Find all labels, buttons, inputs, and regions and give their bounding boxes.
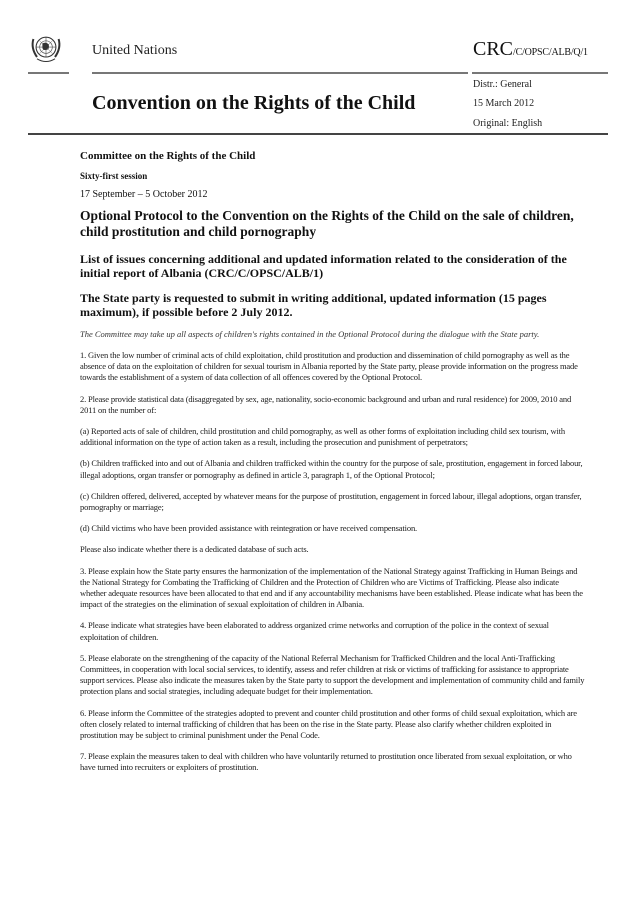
header-rule-bottom <box>28 133 608 135</box>
paragraph-1: 1. Given the low number of criminal acts of child exploitation, child prostitution and production and dissemination of child pornography as well as the absence of data on the exploitation of children for sexual tourism in Albania reported by the State party, please provide information on the progress made towards the establishment of a system of data collection of all offences covered by the Optional Protocol. <box>80 350 578 383</box>
distribution: Distr.: General <box>473 79 532 90</box>
committee-name: Committee on the Rights of the Child <box>80 150 256 162</box>
paragraph-5: 5. Please elaborate on the strengthening of the capacity of the National Referral Mechanism for Trafficked Children and the local Anti-Trafficking Committees, in cooperation with local social services, to identify, assess and refer children at risk or victims of trafficking for assistance to appropriate support services. Please also indicate the measures taken by the State party to support the development and implementation of community child and family protection plans and social strategies, including adequate budget for their implementation. <box>80 652 585 697</box>
organization-name: United Nations <box>92 43 178 58</box>
paragraph-4: 4. Please indicate what strategies have been elaborated to address organized crime networks and corruption of the police in the context of sexual exploitation of children. <box>80 620 549 642</box>
paragraph-2b: (b) Children trafficked into and out of Albania and children trafficked within the country for the purpose of sale, prostitution, engagement in forced labour, illegal adoptions, organ transfer or pornography as defined in article 3, paragraph 1, of the Optional Protocol; <box>80 458 583 480</box>
treaty-body-title: Convention on the Rights of the Child <box>92 92 416 114</box>
header-rule-middle <box>92 72 468 74</box>
issue-date: 15 March 2012 <box>473 98 535 109</box>
session-name: Sixty-first session <box>80 171 148 181</box>
protocol-heading: Optional Protocol to the Convention on the Rights of the Child on the sale of children, child prostitution and child pornography <box>80 208 574 239</box>
symbol-sub: /C/OPSC/ALB/Q/1 <box>513 47 588 58</box>
symbol-main: CRC <box>473 38 514 60</box>
original-language: Original: English <box>473 118 543 129</box>
header-rule-right <box>472 72 608 74</box>
paragraph-3: 3. Please explain how the State party ensures the harmonization of the implementation of the National Strategy against Trafficking in Human Beings and the National Strategy for Combating the Trafficking of Children and the Protection of Children who are Victims of Trafficking. Please also indicate whether adequate resources have been allocated to that end and if any accountability mechanisms have been established. Please indicate what has been the impact of the strategies on the elimination of sexual exploitation of children in Albania. <box>80 565 583 610</box>
paragraph-2-database: Please also indicate whether there is a dedicated database of such acts. <box>80 544 309 555</box>
header-rule-left <box>28 72 69 74</box>
paragraph-2d: (d) Child victims who have been provided assistance with reintegration or have received compensation. <box>80 523 418 534</box>
list-of-issues-heading: List of issues concerning additional and updated information related to the consideration of the initial report of Albania (CRC/C/OPSC/ALB/1) <box>80 252 567 280</box>
paragraph-2: 2. Please provide statistical data (disaggregated by sex, age, nationality, socio-economic background and urban and rural residence) for 2009, 2010 and 2011 on the number of: <box>80 393 572 415</box>
request-heading: The State party is requested to submit in writing additional, updated information (15 pages maximum), if possible before 2 July 2012. <box>80 291 547 319</box>
document-symbol <box>473 38 588 61</box>
paragraph-7: 7. Please explain the measures taken to deal with children who have voluntarily returned to prostitution once liberated from sexual exploitation, or who have turned into recruiters or exploiters of prostitution. <box>80 751 572 773</box>
paragraph-2c: (c) Children offered, delivered, accepted by whatever means for the purpose of prostitution, engagement in forced labour, illegal adoptions, organ transfer, pornography or marriage; <box>80 490 582 513</box>
un-emblem-icon <box>28 30 64 66</box>
session-dates: 17 September – 5 October 2012 <box>80 189 208 200</box>
paragraph-6: 6. Please inform the Committee of the strategies adopted to prevent and counter child prostitution and other forms of child sexual exploitation, which are often closely related to internal trafficking of children that has been on the rise in the State party. Please also clarify whether children exploited in prostitution may be subject to criminal punishment under the Penal Code. <box>80 707 577 741</box>
intro-note: The Committee may take up all aspects of children's rights contained in the Optional Protocol during the dialogue with the State party. <box>80 329 540 339</box>
document-body <box>80 150 585 784</box>
paragraph-2a: (a) Reported acts of sale of children, child prostitution and child pornography, as well as other forms of exploitation including child sex tourism, with additional information on the type of action taken as a result, including the prosecution and punishment of perpetrators; <box>80 426 565 448</box>
